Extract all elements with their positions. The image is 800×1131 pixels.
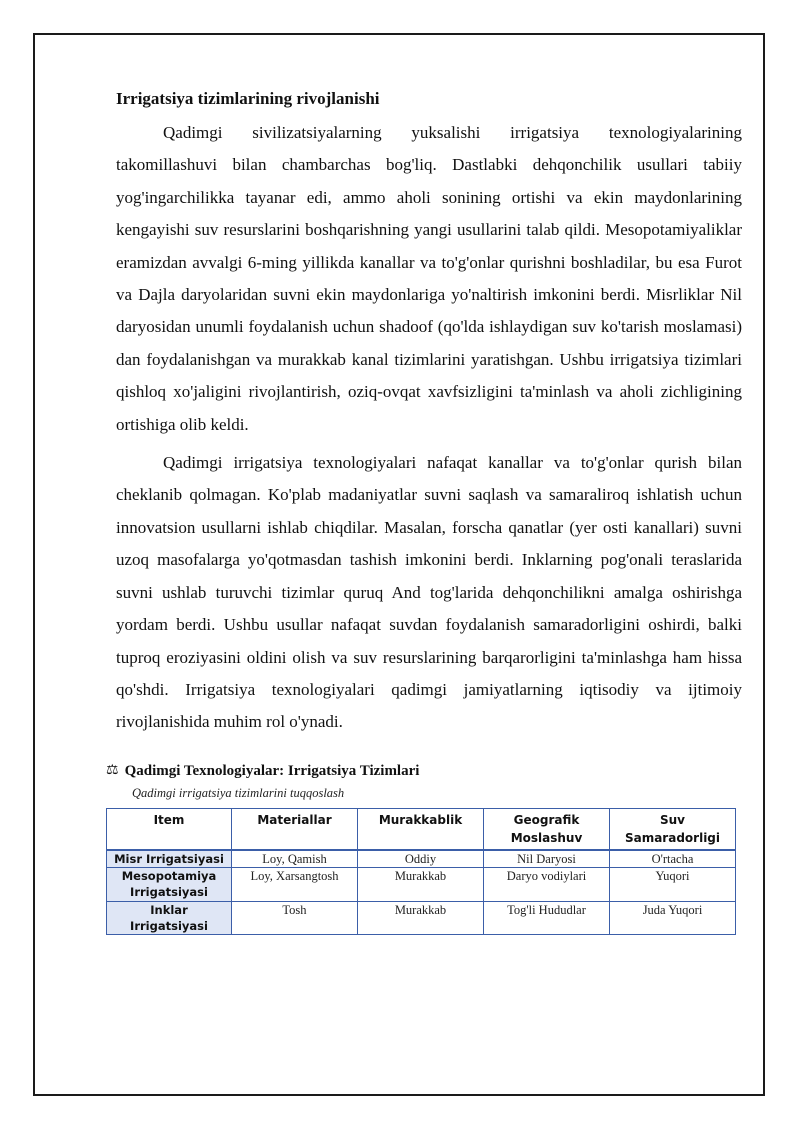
table-cell: Murakkab <box>358 902 484 935</box>
section-heading: Irrigatsiya tizimlarining rivojlanishi <box>116 89 380 108</box>
table-cell: Loy, Xarsangtosh <box>232 868 358 902</box>
table-cell: Nil Daryosi <box>484 850 610 868</box>
table-row <box>107 850 736 868</box>
row-header: Inklar Irrigatsiyasi <box>107 902 232 935</box>
balance-scale-icon: ⚖ <box>106 762 119 778</box>
column-header: Materiallar <box>232 808 358 850</box>
paragraph-1: Qadimgi sivilizatsiyalarning yuksalishi irrigatsiya texnologiyalarining takomillashuvi bilan chambarchas bog'liq. Dastlabki dehqonchilik usullari tabiiy yog'ingarchilikka tayanar edi, ammo aholi sonining ortishi va ekin maydonlarining kengayishi suv resurslarini boshqarishning yangi usullarini talab qildi. Mesopotamiyaliklar eramizdan avvalgi 6-ming yillikda kanallar va to'g'onlar qurishni boshladilar, bu esa Furot va Dajla daryolaridan suvni ekin maydonlariga yo'naltirish imkonini berdi. Misrliklar Nil daryosidan unumli foydalanish uchun shadoof (qo'lda ishlaydigan suv ko'tarish moslamasi) dan foydalanishgan va murakkab kanal tizimlarini yaratishgan. Ushbu irrigatsiya tizimlari qishloq xo'jaligini rivojlantirish, oziq-ovqat xavfsizligini ta'minlash va aholi zichligining ortishiga olib keldi. <box>116 123 742 434</box>
table-header-row <box>107 808 736 850</box>
table-section-title <box>106 760 742 782</box>
column-header: Suv Samaradorligi <box>610 808 736 850</box>
table-cell: Juda Yuqori <box>610 902 736 935</box>
column-header: Item <box>107 808 232 850</box>
column-header: Geografik Moslashuv <box>484 808 610 850</box>
table-cell: Tosh <box>232 902 358 935</box>
row-header: Mesopotamiya Irrigatsiyasi <box>107 868 232 902</box>
table-cell: Murakkab <box>358 868 484 902</box>
document-body <box>106 86 742 935</box>
table-cell: Tog'li Hududlar <box>484 902 610 935</box>
table-row <box>107 868 736 902</box>
table-row <box>107 902 736 935</box>
table-cell: Oddiy <box>358 850 484 868</box>
table-cell: O'rtacha <box>610 850 736 868</box>
row-header: Misr Irrigatsiyasi <box>107 850 232 868</box>
paragraph-2: Qadimgi irrigatsiya texnologiyalari nafaqat kanallar va to'g'onlar qurish bilan cheklanib qolmagan. Ko'plab madaniyatlar suvni saqlash va samaraliroq ishlatish uchun innovatsion usullarni ishlab chiqdilar. Masalan, forscha qanatlar (yer osti kanallari) suvni uzoq masofalarga yo'qotmasdan tashish imkonini berdi. Inklarning pog'onali teraslarida suvni ushlab turuvchi tizimlar quruq And tog'larida dehqonchilikni amalga oshirishga yordam berdi. Ushbu usullar nafaqat suvdan foydalanish samaradorligini oshirdi, balki tuproq eroziyasini oldini olish va suv resurslarining barqarorligini ta'minlashga ham hissa qo'shdi. Irrigatsiya texnologiyalari qadimgi jamiyatlarning iqtisodiy va ijtimoiy rivojlanishida muhim rol o'ynadi. <box>116 453 742 732</box>
table-caption: Qadimgi irrigatsiya tizimlarini tuqqoslash <box>132 785 345 800</box>
table-cell: Yuqori <box>610 868 736 902</box>
table-cell: Loy, Qamish <box>232 850 358 868</box>
comparison-table <box>106 808 736 936</box>
column-header: Murakkablik <box>358 808 484 850</box>
table-section-title-text: Qadimgi Texnologiyalar: Irrigatsiya Tizimlari <box>124 762 420 779</box>
table-cell: Daryo vodiylari <box>484 868 610 902</box>
